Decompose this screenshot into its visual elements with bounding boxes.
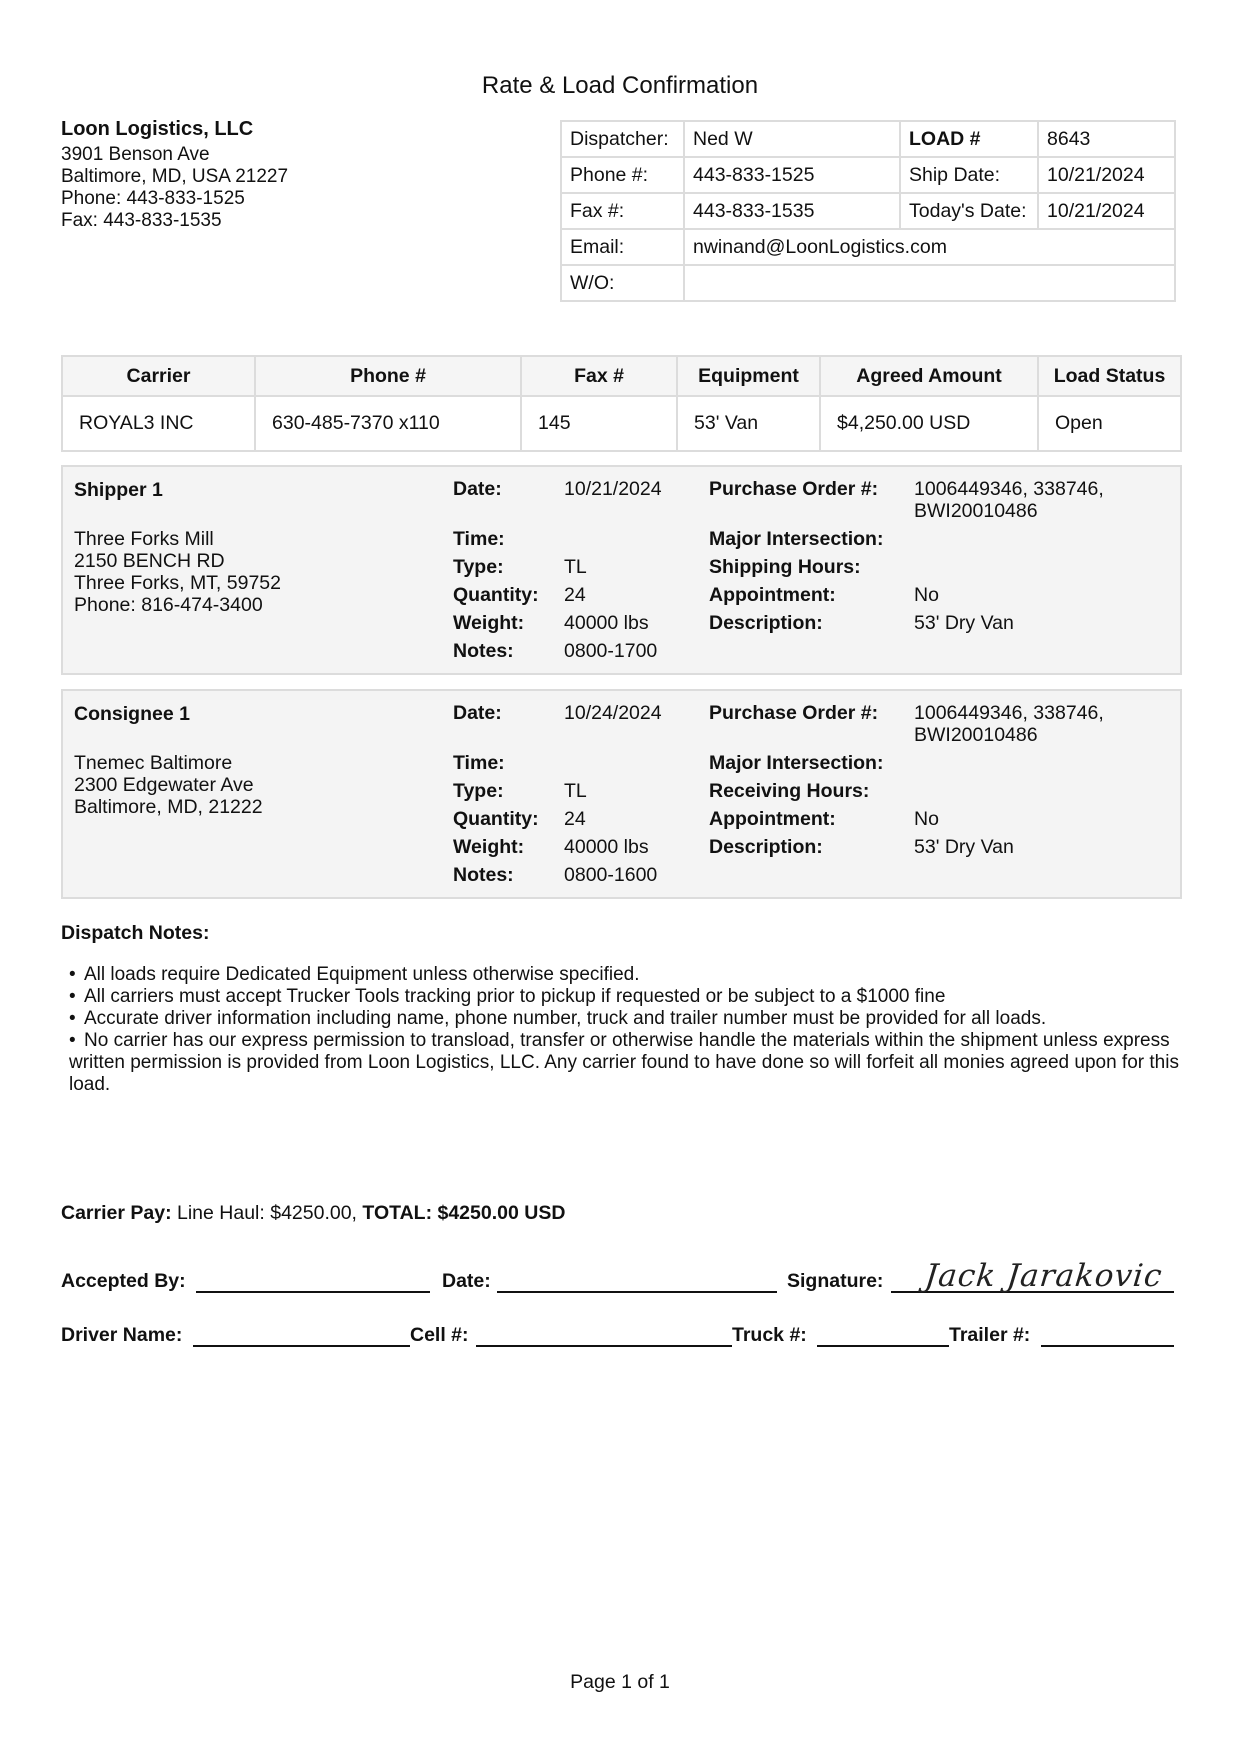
line-haul-text: Line Haul: $4250.00,: [171, 1202, 363, 1224]
consignee-weight-value: 40000 lbs: [564, 836, 649, 858]
shipper-type-value: TL: [564, 556, 587, 578]
company-address-line-1: 3901 Benson Ave: [61, 144, 210, 165]
trailer-field[interactable]: [1041, 1345, 1174, 1347]
carrier-header: Carrier: [62, 356, 255, 396]
shipper-address-line-2: Three Forks, MT, 59752: [74, 572, 281, 594]
shipper-appointment-value: No: [914, 584, 939, 606]
shipper-values-right: [914, 475, 1104, 637]
shipper-date-label: Date:: [453, 478, 502, 500]
shipper-time-label: Time:: [453, 528, 505, 550]
carrier-name: ROYAL3 INC: [62, 396, 255, 451]
consignee-description-value: 53' Dry Van: [914, 836, 1014, 858]
shipper-weight-value: 40000 lbs: [564, 612, 649, 634]
signature-label: Signature:: [787, 1270, 884, 1292]
company-address-line-2: Baltimore, MD, USA 21227: [61, 166, 289, 187]
accept-date-field[interactable]: [497, 1291, 777, 1293]
ship-date-label: Ship Date:: [900, 157, 1038, 193]
consignee-values-left: [564, 699, 662, 889]
shipper-time-value: [564, 525, 662, 553]
shipper-labels-right: [709, 475, 883, 637]
shipper-description-value: 53' Dry Van: [914, 612, 1014, 634]
consignee-values-right: [914, 699, 1104, 861]
shipper-appointment-label: Appointment:: [709, 584, 836, 606]
driver-name-field[interactable]: [193, 1345, 410, 1347]
shipper-quantity-label: Quantity:: [453, 584, 539, 606]
consignee-name: Tnemec Baltimore: [74, 752, 233, 774]
shipper-values-left: [564, 475, 662, 665]
consignee-intersection-label: Major Intersection:: [709, 752, 884, 774]
accept-date-label: Date:: [442, 1270, 491, 1292]
consignee-po-line-1: 1006449346, 338746,: [914, 702, 1104, 724]
bullet-icon: •: [69, 1030, 76, 1051]
dispatch-phone-label: Phone #:: [561, 157, 684, 193]
dispatch-note-text: All loads require Dedicated Equipment unless otherwise specified.: [84, 964, 640, 985]
consignee-appointment-label: Appointment:: [709, 808, 836, 830]
list-item: [69, 1008, 1179, 1030]
carrier-table-header: [62, 356, 1181, 396]
bullet-icon: •: [69, 964, 76, 985]
shipper-intersection-value: [914, 525, 1104, 553]
list-item: [69, 964, 1179, 986]
shipper-hours-value: [914, 553, 1104, 581]
consignee-type-label: Type:: [453, 780, 504, 802]
cell-field[interactable]: [476, 1345, 732, 1347]
shipper-notes-value: 0800-1700: [564, 640, 658, 662]
work-order-label: W/O:: [561, 265, 684, 301]
shipper-phone: Phone: 816-474-3400: [74, 594, 263, 616]
equipment-header: Equipment: [677, 356, 820, 396]
consignee-block: [61, 689, 1182, 899]
carrier-table: [61, 355, 1182, 452]
truck-label: Truck #:: [732, 1324, 807, 1346]
shipper-po-line-1: 1006449346, 338746,: [914, 478, 1104, 500]
dispatch-note-text: All carriers must accept Trucker Tools tracking prior to pickup if requested or be subject to a $1000 fine: [84, 986, 946, 1007]
dispatch-phone-value: 443-833-1525: [684, 157, 900, 193]
fax-header: Fax #: [521, 356, 677, 396]
todays-date-value: 10/21/2024: [1038, 193, 1175, 229]
shipper-description-label: Description:: [709, 612, 823, 634]
consignee-po-label: Purchase Order #:: [709, 702, 879, 724]
phone-header: Phone #: [255, 356, 521, 396]
consignee-appointment-value: No: [914, 808, 939, 830]
consignee-notes-label: Notes:: [453, 864, 514, 886]
consignee-time-value: [564, 749, 662, 777]
shipper-quantity-value: 24: [564, 584, 586, 606]
shipper-notes-label: Notes:: [453, 640, 514, 662]
carrier-equipment: 53' Van: [677, 396, 820, 451]
consignee-type-value: TL: [564, 780, 587, 802]
company-block: [61, 118, 288, 232]
email-value: nwinand@LoonLogistics.com: [684, 229, 1175, 265]
consignee-date-label: Date:: [453, 702, 502, 724]
carrier-agreed-amount: $4,250.00 USD: [820, 396, 1038, 451]
shipper-type-label: Type:: [453, 556, 504, 578]
cell-label: Cell #:: [410, 1324, 469, 1346]
consignee-quantity-label: Quantity:: [453, 808, 539, 830]
consignee-date-value: 10/24/2024: [564, 702, 662, 724]
list-item: [69, 1030, 1179, 1096]
consignee-time-label: Time:: [453, 752, 505, 774]
trailer-label: Trailer #:: [949, 1324, 1031, 1346]
company-name: Loon Logistics, LLC: [61, 118, 254, 140]
agreed-amount-header: Agreed Amount: [820, 356, 1038, 396]
work-order-value: [684, 265, 1175, 301]
document-title: Rate & Load Confirmation: [481, 72, 759, 99]
dispatcher-label: Dispatcher:: [561, 121, 684, 157]
carrier-fax: 145: [521, 396, 677, 451]
table-row: [62, 396, 1181, 451]
shipper-po-label: Purchase Order #:: [709, 478, 879, 500]
consignee-title: Consignee 1: [74, 703, 190, 725]
shipper-weight-label: Weight:: [453, 612, 525, 634]
shipper-name: Three Forks Mill: [74, 528, 214, 550]
company-fax: Fax: 443-833-1535: [61, 210, 222, 231]
shipper-address: [74, 528, 281, 616]
consignee-address-line-1: 2300 Edgewater Ave: [74, 774, 254, 796]
shipper-hours-label: Shipping Hours:: [709, 556, 861, 578]
consignee-hours-label: Receiving Hours:: [709, 780, 870, 802]
driver-name-label: Driver Name:: [61, 1324, 183, 1346]
shipper-block: [61, 465, 1182, 675]
ship-date-value: 10/21/2024: [1038, 157, 1175, 193]
total-text: TOTAL: $4250.00 USD: [362, 1202, 566, 1224]
carrier-phone: 630-485-7370 x110: [255, 396, 521, 451]
dispatch-note-text: Accurate driver information including name, phone number, truck and trailer number must be provided for all loads.: [84, 1008, 1047, 1029]
bullet-icon: •: [69, 1008, 76, 1029]
email-label: Email:: [561, 229, 684, 265]
consignee-po-line-2: BWI20010486: [914, 724, 1038, 746]
shipper-date-value: 10/21/2024: [564, 478, 662, 500]
shipper-address-line-1: 2150 BENCH RD: [74, 550, 225, 572]
todays-date-label: Today's Date:: [900, 193, 1038, 229]
shipper-intersection-label: Major Intersection:: [709, 528, 884, 550]
list-item: [69, 986, 1179, 1008]
shipper-title: Shipper 1: [74, 479, 163, 501]
accepted-by-label: Accepted By:: [61, 1270, 186, 1292]
consignee-weight-label: Weight:: [453, 836, 525, 858]
page-number: Page 1 of 1: [570, 1671, 670, 1693]
consignee-address-line-2: Baltimore, MD, 21222: [74, 796, 263, 818]
shipper-labels-left: [453, 475, 539, 665]
signature-image: Jack Jarakovic: [923, 1258, 1165, 1294]
load-number-value: 8643: [1038, 121, 1175, 157]
bullet-icon: •: [69, 986, 76, 1007]
consignee-intersection-value: [914, 749, 1104, 777]
load-status-header: Load Status: [1038, 356, 1181, 396]
consignee-description-label: Description:: [709, 836, 823, 858]
dispatch-note-text: No carrier has our express permission to transload, transfer or otherwise handle the materials within the shipment unless express written permission is provided from Loon Logistics, LLC. Any carrier found to have done so will forfeit all monies agreed upon for this load.: [69, 1030, 1179, 1095]
carrier-pay-label: Carrier Pay:: [61, 1202, 172, 1224]
accepted-by-field[interactable]: [196, 1291, 430, 1293]
consignee-labels-right: [709, 699, 883, 861]
truck-field[interactable]: [817, 1345, 949, 1347]
shipper-po-line-2: BWI20010486: [914, 500, 1038, 522]
carrier-load-status: Open: [1038, 396, 1181, 451]
consignee-labels-left: [453, 699, 539, 889]
dispatch-info-table: [560, 120, 1176, 302]
carrier-pay: [61, 1202, 565, 1225]
consignee-hours-value: [914, 777, 1104, 805]
consignee-notes-value: 0800-1600: [564, 864, 658, 886]
dispatch-fax-value: 443-833-1535: [684, 193, 900, 229]
dispatch-fax-label: Fax #:: [561, 193, 684, 229]
load-number-label: LOAD #: [900, 121, 1038, 157]
dispatch-notes-title: Dispatch Notes:: [61, 922, 210, 944]
consignee-quantity-value: 24: [564, 808, 586, 830]
dispatcher-value: Ned W: [684, 121, 900, 157]
consignee-address: [74, 752, 263, 818]
dispatch-notes-list: [69, 964, 1179, 1096]
company-phone: Phone: 443-833-1525: [61, 188, 245, 209]
